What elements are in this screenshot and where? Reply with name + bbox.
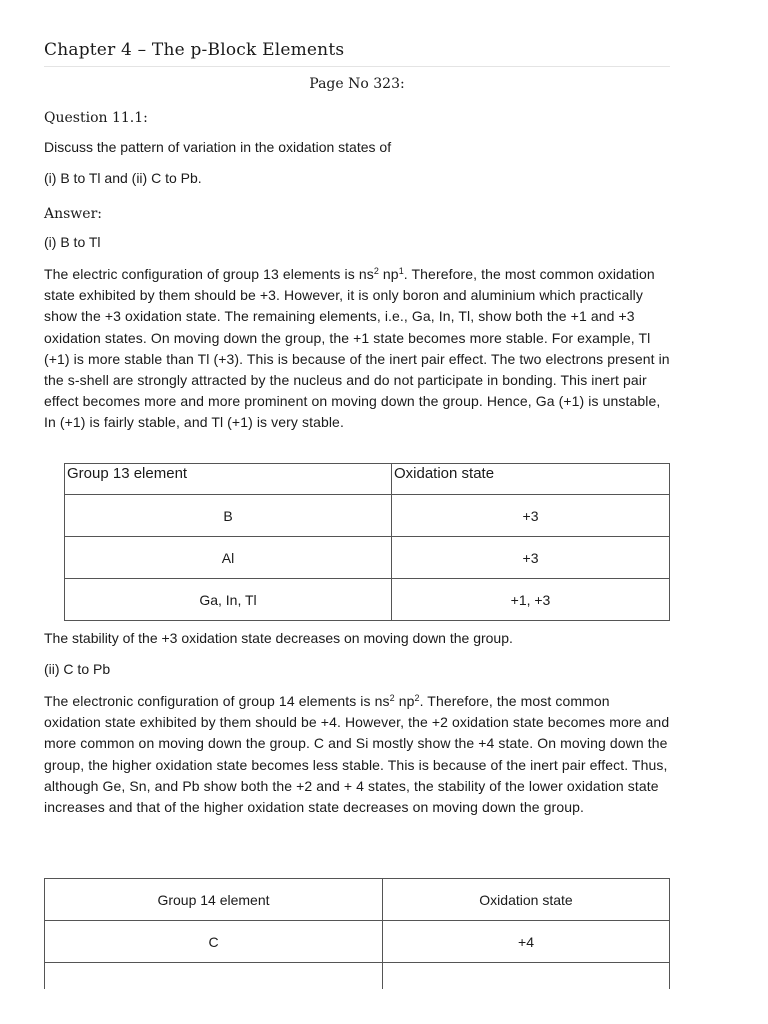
table-header-cell: Oxidation state <box>392 464 670 495</box>
table-header-row <box>65 464 670 495</box>
table-row <box>65 495 670 537</box>
question-text: Discuss the pattern of variation in the oxidation states of <box>44 139 392 155</box>
table-cell: B <box>65 495 392 537</box>
table-cell: Ga, In, Tl <box>65 579 392 621</box>
table-row <box>45 963 670 990</box>
table-row <box>65 579 670 621</box>
table-cell: C <box>45 921 383 963</box>
stability-note: The stability of the +3 oxidation state decreases on moving down the group. <box>44 630 513 646</box>
part1-paragraph: The electric configuration of group 13 elements is $ns^2$ $np^1$. Therefore, the most common oxidation state exhibited by them should be +3. However, it is only boron and aluminium which practically show the +3 oxidation state. The remaining elements, i.e., Ga, In, Tl, show both the +1 and +3 oxidation states. On moving down the group, the +1 state becomes more stable. For example, Tl (+1) is more stable than Tl (+3). This is because of the inert pair effect. The two electrons present in the s-shell are strongly attracted by the nucleus and do not participate in bonding. This inert pair effect becomes more and more prominent on moving down the group. Hence, Ga (+1) is unstable, In (+1) is fairly stable, and Tl (+1) is very stable. <box>44 266 670 431</box>
table-cell: +3 <box>392 537 670 579</box>
part2-paragraph: The electronic configuration of group 14 elements is $ns^2$ $np^2$. Therefore, the most common oxidation state exhibited by them should be +4. However, the +2 oxidation state becomes more and more common on moving down the group. C and Si mostly show the +4 state. On moving down the group, the higher oxidation state becomes less stable. This is because of the inert pair effect. Thus, although Ge, Sn, and Pb show both the +2 and + 4 states, the stability of the lower oxidation state increases and that of the higher oxidation state decreases on moving down the group. <box>44 693 670 816</box>
table-header-row <box>45 879 670 921</box>
page-number: Page No 323: <box>309 76 405 92</box>
question-parts: (i) B to Tl and (ii) C to Pb. <box>44 170 202 186</box>
table-header-cell: Group 14 element <box>45 879 383 921</box>
answer-label: Answer: <box>44 206 102 222</box>
table-cell <box>383 963 670 990</box>
table-cell: +1, +3 <box>392 579 670 621</box>
table-cell <box>45 963 383 990</box>
table-cell: +3 <box>392 495 670 537</box>
table-header-cell: Group 13 element <box>65 464 392 495</box>
part1-heading: (i) B to Tl <box>44 234 101 250</box>
chapter-title: Chapter 4 – The p-Block Elements <box>44 40 345 60</box>
part2-heading: (ii) C to Pb <box>44 661 111 677</box>
question-label: Question 11.1: <box>44 110 148 126</box>
table-cell: +4 <box>383 921 670 963</box>
table-row <box>65 537 670 579</box>
group13-table <box>64 463 670 621</box>
table-row <box>45 921 670 963</box>
table-cell: Al <box>65 537 392 579</box>
group14-table <box>44 878 670 989</box>
header-divider <box>44 66 670 67</box>
table-header-cell: Oxidation state <box>383 879 670 921</box>
